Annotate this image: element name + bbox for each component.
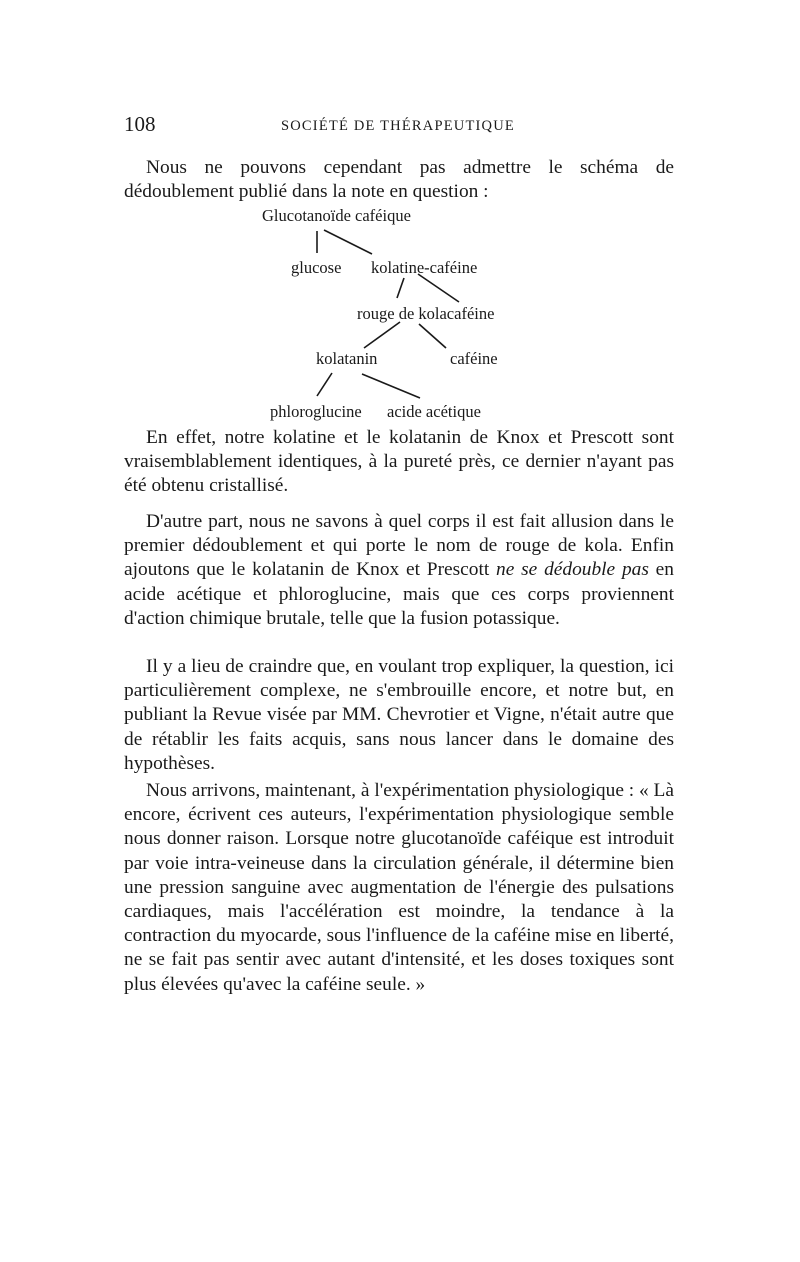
running-title: SOCIÉTÉ DE THÉRAPEUTIQUE (281, 118, 515, 134)
scheme-lines (0, 0, 800, 430)
paragraph-hypotheses: Il y a lieu de craindre que, en voulant trop expliquer, la question, ici particulièrement complexe, ne s'embrouille encore, et notre but, en publiant la Revue visée par MM. Chevrotier et Vigne, n'était autre que de rétablir les faits acquis, sans nous lancer dans le domaine des hypothèses. (124, 656, 674, 774)
scheme-line (317, 373, 332, 396)
paragraph-rouge-de-kola (124, 510, 674, 631)
intro-paragraph: Nous ne pouvons cependant pas admettre le schéma de dédoublement publié dans la note en question : (124, 157, 674, 203)
scheme-line (419, 324, 446, 348)
scheme-kolatanin: kolatanin (316, 349, 378, 368)
scheme-root: Glucotanoïde caféique (262, 206, 411, 225)
scheme-line (324, 230, 372, 254)
scheme-phloroglucine: phloroglucine (270, 402, 362, 421)
paragraph-text: en acide acétique et phloroglucine, mais que ces corps proviennent d'action chimique brutale, telle que la fusion potassique. (124, 559, 674, 629)
paragraph-physiologie: Nous arrivons, maintenant, à l'expérimentation physiologique : « Là encore, écrivent ces auteurs, l'expérimentation physiologique semble nous donner raison. Lorsque notre glucotanoïde caféique est introduit par voie intra-veineuse dans la circulation générale, il détermine bien une pression sanguine avec augmentation de l'énergie des pulsations cardiaques, mais l'accélération est moindre, la tendance à la contraction du myocarde, sous l'influence de la caféine mise en liberté, ne se fait pas sentir avec autant d'intensité, et les doses toxiques sont plus élevées qu'avec la caféine seule. » (124, 780, 674, 995)
scheme-rouge-de-kolacafeine: rouge de kolacaféine (357, 304, 495, 323)
emphasis-text: ne se dédouble pas (496, 559, 649, 581)
scheme-acide-acetique: acide acétique (387, 402, 481, 421)
scheme-glucose: glucose (291, 258, 342, 277)
scheme-line (418, 274, 459, 302)
decomposition-scheme (0, 0, 800, 430)
paragraph-kolatine: En effet, notre kolatine et le kolatanin de Knox et Prescott sont vraisemblablement identiques, à la pureté près, ce dernier n'ayant pas été obtenu cristallisé. (124, 427, 674, 497)
scheme-line (364, 322, 400, 348)
scheme-cafeine: caféine (450, 349, 498, 368)
page-number: 108 (124, 112, 156, 136)
scheme-line (397, 278, 404, 298)
scheme-line (362, 374, 420, 398)
scheme-kolatine-cafeine: kolatine-caféine (371, 258, 478, 277)
paragraph-text: D'autre part, nous ne savons à quel corps il est fait allusion dans le premier dédoublement et qui porte le nom de rouge de kola. Enfin ajoutons que le kolatanin de Knox et Prescott (124, 511, 674, 581)
